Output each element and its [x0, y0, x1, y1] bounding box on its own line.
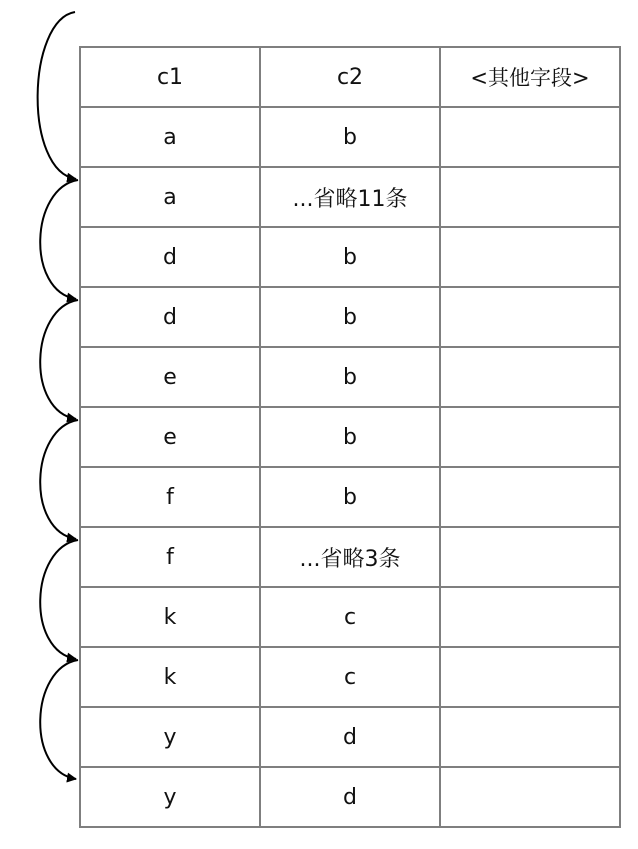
table-row [80, 407, 620, 467]
cell-c2: c [260, 647, 440, 707]
cell-c1: e [80, 407, 260, 467]
cell-c1: k [80, 587, 260, 647]
cell-c2: b [260, 287, 440, 347]
cell-other-fields [440, 527, 620, 587]
row-jump-arrow [40, 420, 78, 539]
cell-other-fields [440, 587, 620, 647]
table-row [80, 287, 620, 347]
table-row [80, 107, 620, 167]
cell-c2: b [260, 347, 440, 407]
table-row [80, 347, 620, 407]
table-row [80, 527, 620, 587]
cell-other-fields [440, 287, 620, 347]
cell-c2: d [260, 707, 440, 767]
row-jump-arrow [40, 300, 78, 419]
cell-c2: d [260, 767, 440, 827]
table-row [80, 647, 620, 707]
cell-c1: f [80, 527, 260, 587]
cell-c1: d [80, 227, 260, 287]
cell-other-fields [440, 227, 620, 287]
table-row [80, 707, 620, 767]
cell-c2: ...省略11条 [260, 167, 440, 227]
cell-other-fields [440, 767, 620, 827]
cell-other-fields [440, 167, 620, 227]
header-c2: c2 [260, 47, 440, 107]
cell-other-fields [440, 407, 620, 467]
table-row [80, 587, 620, 647]
cell-c1: e [80, 347, 260, 407]
cell-other-fields [440, 467, 620, 527]
row-jump-arrow [38, 12, 76, 179]
cell-c1: k [80, 647, 260, 707]
cell-c1: f [80, 467, 260, 527]
cell-c2: ...省略3条 [260, 527, 440, 587]
header-row [80, 47, 620, 107]
cell-other-fields [440, 347, 620, 407]
table-row [80, 167, 620, 227]
cell-other-fields [440, 647, 620, 707]
table-row [80, 467, 620, 527]
data-table [79, 46, 621, 828]
cell-c2: b [260, 407, 440, 467]
cell-c2: c [260, 587, 440, 647]
header-other-fields: <其他字段> [440, 47, 620, 107]
cell-c1: y [80, 767, 260, 827]
cell-c1: d [80, 287, 260, 347]
cell-other-fields [440, 707, 620, 767]
cell-c2: b [260, 467, 440, 527]
table-row [80, 767, 620, 827]
row-jump-arrow [40, 660, 78, 779]
cell-c2: b [260, 107, 440, 167]
table-row [80, 227, 620, 287]
header-c1: c1 [80, 47, 260, 107]
row-jump-arrow [40, 540, 78, 659]
cell-c1: y [80, 707, 260, 767]
cell-c1: a [80, 167, 260, 227]
row-jump-arrow [40, 180, 78, 299]
cell-c2: b [260, 227, 440, 287]
cell-c1: a [80, 107, 260, 167]
cell-other-fields [440, 107, 620, 167]
